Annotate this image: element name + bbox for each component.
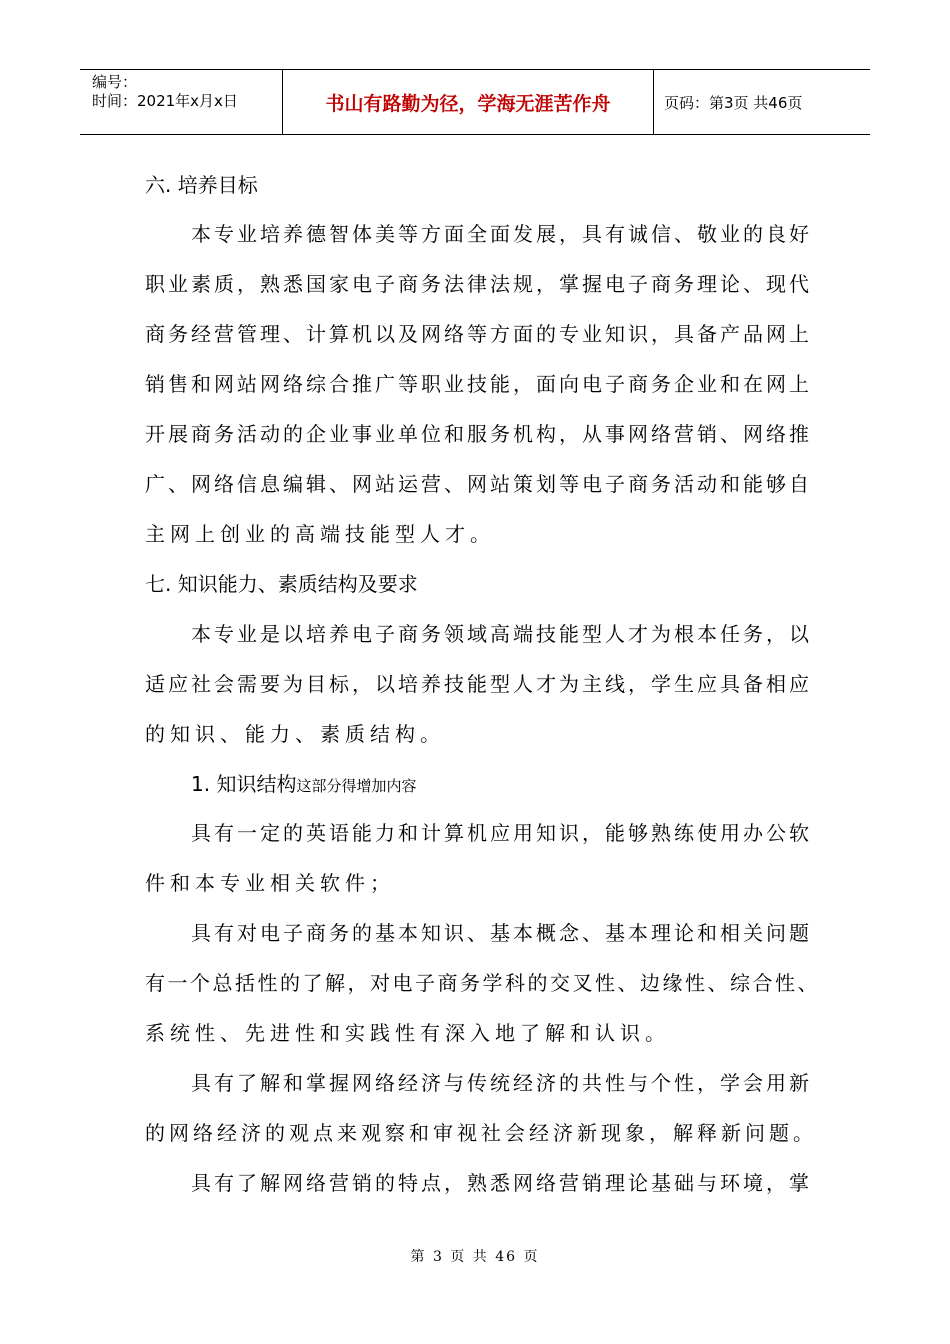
paragraph-line: 件和本专业相关软件； bbox=[145, 871, 395, 895]
paragraph-line: 具有了解网络营销的特点，熟悉网络营销理论基础与环境，掌 bbox=[191, 1171, 812, 1195]
header-meta bbox=[88, 70, 284, 134]
paragraph-line: 广、网络信息编辑、网站运营、网站策划等电子商务活动和能够自 bbox=[145, 472, 812, 496]
subsection-title: 1. 知识结构 bbox=[191, 772, 297, 796]
document-number-label: 编号： bbox=[92, 73, 138, 91]
paragraph-line: 商务经营管理、计算机以及网络等方面的专业知识，具备产品网上 bbox=[145, 322, 812, 346]
section-heading: 七. 知识能力、素质结构及要求 bbox=[145, 572, 418, 596]
page-footer: 第 3 页 共 46 页 bbox=[410, 1249, 540, 1265]
header-divider bbox=[653, 70, 654, 134]
paragraph-line: 主网上创业的高端技能型人才。 bbox=[145, 522, 495, 546]
paragraph-line: 具有了解和掌握网络经济与传统经济的共性与个性，学会用新 bbox=[191, 1071, 812, 1095]
paragraph-line: 具有一定的英语能力和计算机应用知识，能够熟练使用办公软 bbox=[191, 821, 812, 845]
page-header bbox=[80, 69, 870, 135]
paragraph-line: 具有对电子商务的基本知识、基本概念、基本理论和相关问题 bbox=[191, 921, 812, 945]
subsection-heading bbox=[191, 771, 416, 799]
paragraph-line: 本专业培养德智体美等方面全面发展，具有诚信、敬业的良好 bbox=[191, 222, 812, 246]
paragraph-line: 职业素质，熟悉国家电子商务法律法规，掌握电子商务理论、现代 bbox=[145, 272, 812, 296]
header-motto: 书山有路勤为径，学海无涯苦作舟 bbox=[325, 92, 611, 115]
paragraph-line: 的知识、能力、素质结构。 bbox=[145, 722, 445, 746]
paragraph-line: 的网络经济的观点来观察和审视社会经济新现象，解释新问题。 bbox=[145, 1121, 817, 1145]
paragraph-line: 适应社会需要为目标，以培养技能型人才为主线，学生应具备相应 bbox=[145, 672, 812, 696]
header-page-info: 页码：第3页 共46页 bbox=[664, 93, 803, 112]
document-date-label: 时间：2021年x月x日 bbox=[92, 92, 238, 110]
paragraph-line: 销售和网站网络综合推广等职业技能，面向电子商务企业和在网上 bbox=[145, 372, 812, 396]
paragraph-line: 本专业是以培养电子商务领域高端技能型人才为根本任务，以 bbox=[191, 622, 812, 646]
section-heading: 六. 培养目标 bbox=[145, 173, 258, 197]
paragraph-line: 系统性、先进性和实践性有深入地了解和认识。 bbox=[145, 1021, 670, 1045]
paragraph-line: 开展商务活动的企业事业单位和服务机构，从事网络营销、网络推 bbox=[145, 422, 812, 446]
paragraph-line: 有一个总括性的了解，对电子商务学科的交叉性、边缘性、综合性、 bbox=[145, 971, 820, 995]
editor-note: 这部分得增加内容 bbox=[296, 777, 417, 795]
